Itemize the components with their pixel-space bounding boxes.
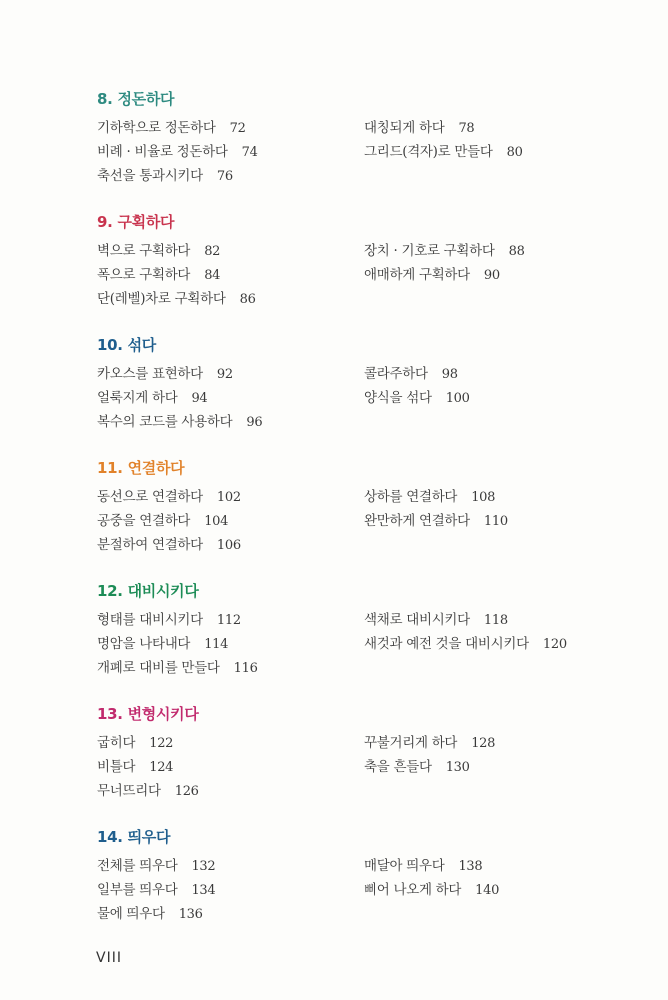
- section-title: 11. 연결하다: [97, 459, 185, 477]
- toc-entry[interactable]: [97, 509, 241, 533]
- entry-title: 단(레벨)차로 구획하다: [97, 291, 226, 307]
- toc-entry[interactable]: [364, 854, 499, 878]
- toc-entry[interactable]: [364, 509, 508, 533]
- entry-title: 분절하여 연결하다: [97, 537, 203, 553]
- toc-entry[interactable]: [97, 854, 215, 878]
- entry-page-number: 72: [229, 121, 246, 136]
- entry-title: 일부를 띄우다: [97, 882, 178, 898]
- entry-page-number: 90: [483, 268, 500, 283]
- entry-column-right: [364, 116, 523, 164]
- toc-entry[interactable]: [97, 485, 241, 509]
- toc-entry[interactable]: [97, 632, 258, 656]
- entry-title: 얼룩지게 하다: [97, 390, 178, 406]
- toc-entry[interactable]: [364, 116, 523, 140]
- entry-title: 명암을 나타내다: [97, 636, 191, 652]
- entry-title: 굽히다: [97, 735, 136, 751]
- entry-title: 비틀다: [97, 759, 136, 775]
- toc-entry[interactable]: [97, 533, 241, 557]
- toc-section: [97, 580, 617, 676]
- entry-page-number: 110: [483, 514, 508, 529]
- page-number: VIII: [96, 950, 122, 966]
- toc-section: [97, 457, 617, 553]
- toc-entry[interactable]: [364, 878, 499, 902]
- entry-page-number: 124: [149, 760, 174, 775]
- toc-section: [97, 334, 617, 430]
- entry-column-left: [97, 731, 199, 803]
- entry-page-number: 100: [445, 391, 470, 406]
- toc-entry[interactable]: [364, 239, 525, 263]
- toc-entry[interactable]: [364, 632, 567, 656]
- entry-page-number: 74: [241, 145, 258, 160]
- entry-title: 완만하게 연결하다: [364, 513, 470, 529]
- entry-page-number: 108: [471, 490, 496, 505]
- toc-entry[interactable]: [364, 263, 525, 287]
- entry-page-number: 86: [239, 292, 256, 307]
- entry-column-right: [364, 608, 567, 656]
- toc-entry[interactable]: [97, 287, 256, 311]
- toc-entry[interactable]: [97, 140, 258, 164]
- entry-page-number: 88: [508, 244, 525, 259]
- section-title: 14. 띄우다: [97, 828, 171, 846]
- entry-page-number: 92: [216, 367, 233, 382]
- entry-title: 그리드(격자)로 만들다: [364, 144, 493, 160]
- entry-title: 벽으로 구획하다: [97, 243, 191, 259]
- entry-page-number: 140: [475, 883, 500, 898]
- entry-page-number: 126: [174, 784, 199, 799]
- entry-title: 기하학으로 정돈하다: [97, 120, 216, 136]
- toc-entry[interactable]: [97, 878, 215, 902]
- section-title: 9. 구획하다: [97, 213, 175, 231]
- toc-entry[interactable]: [364, 731, 495, 755]
- entry-page-number: 102: [216, 490, 241, 505]
- entry-column-left: [97, 116, 258, 188]
- toc-section: [97, 826, 617, 922]
- toc-entry[interactable]: [364, 755, 495, 779]
- toc-entry[interactable]: [97, 608, 258, 632]
- toc-entry[interactable]: [97, 263, 256, 287]
- entry-title: 개폐로 대비를 만들다: [97, 660, 220, 676]
- toc-entry[interactable]: [364, 386, 470, 410]
- entry-column-left: [97, 608, 258, 680]
- section-title: 8. 정돈하다: [97, 90, 175, 108]
- section-title: 13. 변형시키다: [97, 705, 199, 723]
- entry-title: 폭으로 구획하다: [97, 267, 191, 283]
- entry-page-number: 114: [204, 637, 229, 652]
- entry-title: 색채로 대비시키다: [364, 612, 470, 628]
- section-title: 10. 섞다: [97, 336, 156, 354]
- entry-column-right: [364, 485, 508, 533]
- entry-page-number: 138: [458, 859, 483, 874]
- entry-title: 양식을 섞다: [364, 390, 432, 406]
- entry-column-left: [97, 362, 262, 434]
- toc-entry[interactable]: [97, 656, 258, 680]
- entry-title: 축을 흔들다: [364, 759, 432, 775]
- toc-entry[interactable]: [97, 164, 258, 188]
- section-title: 12. 대비시키다: [97, 582, 199, 600]
- toc-entry[interactable]: [364, 608, 567, 632]
- entry-title: 동선으로 연결하다: [97, 489, 203, 505]
- entry-column-left: [97, 239, 256, 311]
- entry-page-number: 76: [216, 169, 233, 184]
- entry-page-number: 118: [483, 613, 508, 628]
- toc-section: [97, 88, 617, 184]
- entry-title: 매달아 띄우다: [364, 858, 445, 874]
- entry-page-number: 134: [191, 883, 216, 898]
- entry-title: 카오스를 표현하다: [97, 366, 203, 382]
- entry-title: 물에 띄우다: [97, 906, 165, 922]
- entry-page-number: 78: [458, 121, 475, 136]
- entry-title: 애매하게 구획하다: [364, 267, 470, 283]
- toc-section: [97, 703, 617, 799]
- entry-page-number: 98: [441, 367, 458, 382]
- entry-page-number: 120: [542, 637, 567, 652]
- entry-page-number: 84: [204, 268, 221, 283]
- entry-page-number: 96: [246, 415, 263, 430]
- toc-entry[interactable]: [97, 410, 262, 434]
- entry-title: 형태를 대비시키다: [97, 612, 203, 628]
- toc-entry[interactable]: [97, 239, 256, 263]
- entry-page-number: 80: [506, 145, 523, 160]
- entry-column-left: [97, 854, 215, 926]
- toc-entry[interactable]: [364, 140, 523, 164]
- entry-page-number: 136: [178, 907, 203, 922]
- entry-column-right: [364, 854, 499, 902]
- entry-column-right: [364, 239, 525, 287]
- toc-entry[interactable]: [97, 755, 199, 779]
- entry-title: 장치 · 기호로 구획하다: [364, 243, 495, 259]
- toc-entry[interactable]: [97, 386, 262, 410]
- entry-title: 새것과 예전 것을 대비시키다: [364, 636, 529, 652]
- entry-page-number: 116: [233, 661, 258, 676]
- entry-column-left: [97, 485, 241, 557]
- entry-page-number: 132: [191, 859, 216, 874]
- entry-page-number: 106: [216, 538, 241, 553]
- entry-page-number: 130: [445, 760, 470, 775]
- entry-column-right: [364, 731, 495, 779]
- toc-section: [97, 211, 617, 307]
- entry-page-number: 104: [204, 514, 229, 529]
- toc-entry[interactable]: [364, 485, 508, 509]
- entry-page-number: 128: [471, 736, 496, 751]
- entry-title: 비례 · 비율로 정돈하다: [97, 144, 228, 160]
- toc-entry[interactable]: [97, 362, 262, 386]
- toc-entry[interactable]: [97, 731, 199, 755]
- toc-entry[interactable]: [97, 116, 258, 140]
- entry-title: 콜라주하다: [364, 366, 428, 382]
- toc-entry[interactable]: [364, 362, 470, 386]
- entry-title: 대칭되게 하다: [364, 120, 445, 136]
- entry-title: 전체를 띄우다: [97, 858, 178, 874]
- entry-title: 복수의 코드를 사용하다: [97, 414, 233, 430]
- entry-page-number: 112: [216, 613, 241, 628]
- entry-title: 꾸불거리게 하다: [364, 735, 458, 751]
- entry-page-number: 82: [204, 244, 221, 259]
- entry-column-right: [364, 362, 470, 410]
- entry-title: 축선을 통과시키다: [97, 168, 203, 184]
- toc-entry[interactable]: [97, 779, 199, 803]
- entry-title: 공중을 연결하다: [97, 513, 191, 529]
- entry-title: 상하를 연결하다: [364, 489, 458, 505]
- toc-entry[interactable]: [97, 902, 215, 926]
- entry-title: 무너뜨리다: [97, 783, 161, 799]
- entry-title: 삐어 나오게 하다: [364, 882, 462, 898]
- entry-page-number: 122: [149, 736, 174, 751]
- entry-page-number: 94: [191, 391, 208, 406]
